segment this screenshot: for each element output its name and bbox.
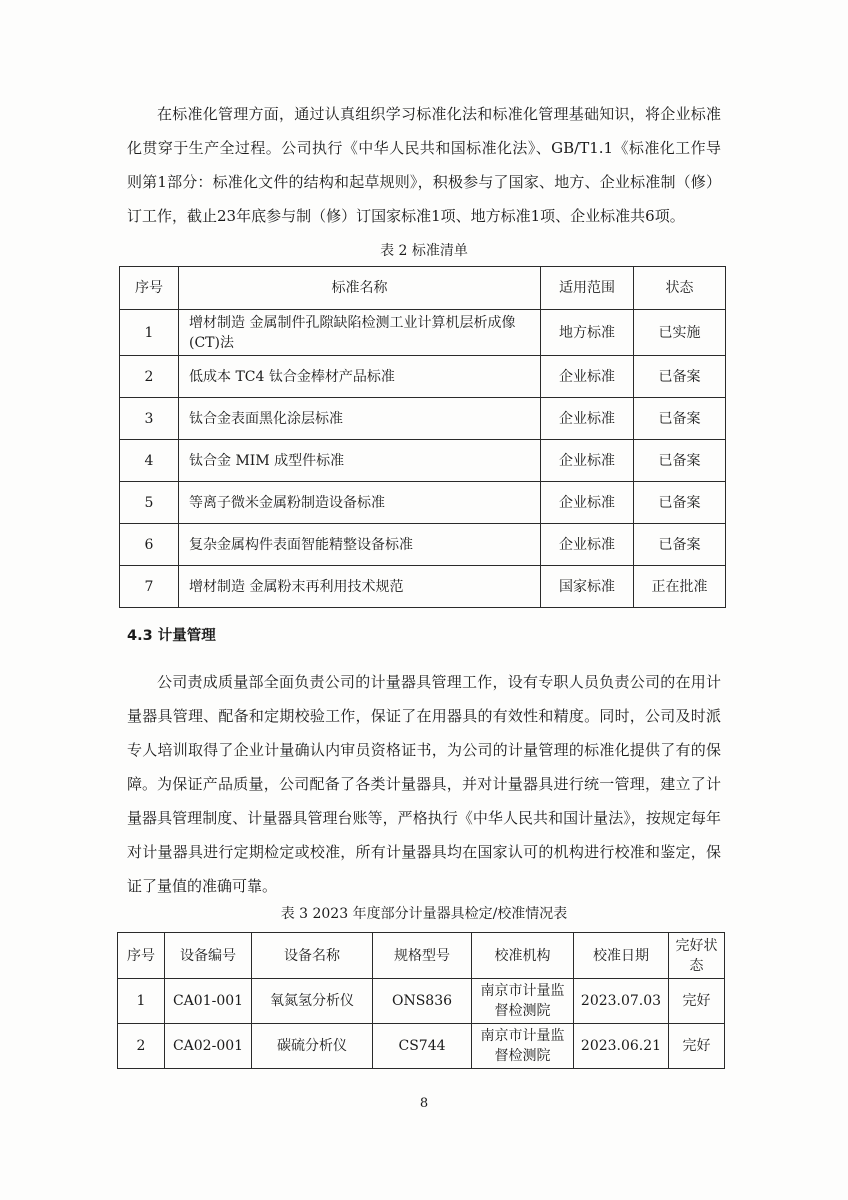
paragraph-metrology-equipment: 为保证产品质量，公司配备了各类计量器具，并对计量器具进行统一管理，建立了计量器具管理制度、计量器具管理台账等，严格执行《中华人民共和国计量法》，按规定每年对计量器具进行定期检定或校准，所有计量器具均在国家认可的机构进行校准和鉴定，保证了量值的准确可靠。 [127, 775, 721, 895]
standard-scope: 地方标准 [541, 310, 634, 356]
calibration-table [117, 932, 725, 1069]
standard-scope: 企业标准 [541, 524, 634, 566]
header-cell: 适用范围 [541, 267, 634, 310]
row-index: 4 [120, 440, 179, 482]
device-id: CA01-001 [165, 979, 252, 1024]
standard-name: 增材制造 金属粉末再利用技术规范 [179, 566, 541, 608]
header-cell: 状态 [634, 267, 726, 310]
header-cell: 序号 [120, 267, 179, 310]
device-name: 碳硫分析仪 [252, 1024, 373, 1069]
table-row [120, 356, 726, 398]
header-cell: 规格型号 [373, 933, 472, 979]
device-name: 氧氮氢分析仪 [252, 979, 373, 1024]
header-cell: 序号 [118, 933, 165, 979]
standards-table [119, 266, 726, 608]
table-header-row [118, 933, 725, 979]
device-model: ONS836 [373, 979, 472, 1024]
header-cell: 设备名称 [252, 933, 373, 979]
standard-status: 已备案 [634, 524, 726, 566]
standard-status: 已备案 [634, 356, 726, 398]
header-cell: 完好状态 [669, 933, 725, 979]
standard-status: 已实施 [634, 310, 726, 356]
standard-status: 已备案 [634, 440, 726, 482]
standard-name: 复杂金属构件表面智能精整设备标准 [179, 524, 541, 566]
page-number: 8 [419, 1096, 429, 1111]
table-row [118, 979, 725, 1024]
table-row [120, 566, 726, 608]
row-index: 6 [120, 524, 179, 566]
table-row [120, 482, 726, 524]
standard-name: 增材制造 金属制件孔隙缺陷检测工业计算机层析成像(CT)法 [179, 310, 541, 356]
table-caption-calibration: 表 3 2023 年度部分计量器具检定/校准情况表 [280, 906, 568, 922]
standard-name: 钛合金 MIM 成型件标准 [179, 440, 541, 482]
standard-scope: 国家标准 [541, 566, 634, 608]
row-index: 5 [120, 482, 179, 524]
standard-scope: 企业标准 [541, 356, 634, 398]
table-row [120, 440, 726, 482]
standard-scope: 企业标准 [541, 440, 634, 482]
device-model: CS744 [373, 1024, 472, 1069]
row-index: 7 [120, 566, 179, 608]
standard-name: 钛合金表面黑化涂层标准 [179, 398, 541, 440]
standard-scope: 企业标准 [541, 398, 634, 440]
header-cell: 标准名称 [179, 267, 541, 310]
paragraph-metrology-responsibility: 公司责成质量部全面负责公司的计量器具管理工作，设有专职人员负责公司的在用计量器具管理、配备和定期校验工作，保证了在用器具的有效性和精度。同时，公司及时派专人培训取得了企业计量确认内审员资格证书，为公司的计量管理的标准化提供了有的保障。 [127, 673, 721, 793]
table-row [118, 1024, 725, 1069]
paragraph-standardization: 在标准化管理方面，通过认真组织学习标准化法和标准化管理基础知识，将企业标准化贯穿于生产全过程。公司执行《中华人民共和国标准化法》、GB/T1.1《标准化工作导则第1部分：标准化文件的结构和起草规则》，积极参与了国家、地方、企业标准制（修）订工作，截止23年底参与制（修）订国家标准1项、地方标准1项、企业标准共6项。 [127, 105, 721, 225]
header-cell: 校准机构 [472, 933, 574, 979]
device-id: CA02-001 [165, 1024, 252, 1069]
table-header-row [120, 267, 726, 310]
table-row [120, 524, 726, 566]
row-index: 1 [120, 310, 179, 356]
header-cell: 校准日期 [574, 933, 669, 979]
standard-status: 正在批准 [634, 566, 726, 608]
standard-status: 已备案 [634, 398, 726, 440]
row-index: 1 [118, 979, 165, 1024]
table-row [120, 398, 726, 440]
standard-name: 低成本 TC4 钛合金棒材产品标准 [179, 356, 541, 398]
calibration-date: 2023.06.21 [574, 1024, 669, 1069]
row-index: 2 [118, 1024, 165, 1069]
standard-scope: 企业标准 [541, 482, 634, 524]
calibration-date: 2023.07.03 [574, 979, 669, 1024]
device-condition: 完好 [669, 979, 725, 1024]
standard-status: 已备案 [634, 482, 726, 524]
calibration-agency: 南京市计量监督检测院 [472, 979, 574, 1024]
header-cell: 设备编号 [165, 933, 252, 979]
table-row [120, 310, 726, 356]
table-caption-standards: 表 2 标准清单 [380, 243, 468, 259]
section-heading-metrology: 4.3 计量管理 [127, 628, 216, 644]
row-index: 3 [120, 398, 179, 440]
calibration-agency: 南京市计量监督检测院 [472, 1024, 574, 1069]
row-index: 2 [120, 356, 179, 398]
device-condition: 完好 [669, 1024, 725, 1069]
standard-name: 等离子微米金属粉制造设备标准 [179, 482, 541, 524]
